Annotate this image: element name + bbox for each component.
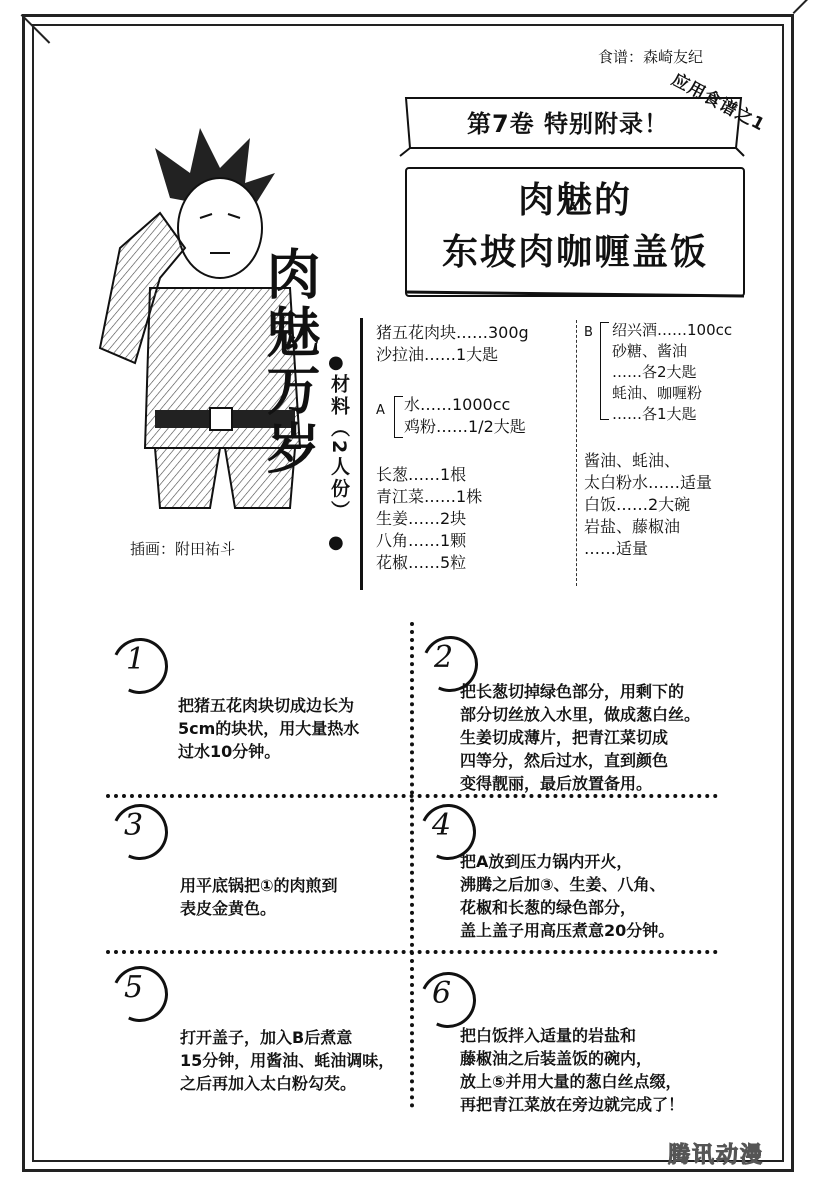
step-line: 把A放到压力锅内开火， [460,852,633,871]
step-text-3 [180,874,338,920]
step-line: 15分钟，用酱油、蚝油调味， [180,1051,395,1070]
frame-corner-tr [793,0,822,14]
step-text-5 [180,1026,394,1095]
step-line: 把白饭拌入适量的岩盐和 [460,1026,637,1045]
step-line: 部分切丝放入水里，做成葱白丝。 [460,705,701,724]
step-number-2: 2 [434,640,454,675]
bullet-dot-bottom: ● [328,532,344,553]
ingredient-item: 青江菜……1株 [376,487,483,506]
volume-banner: 第7卷 特别附录！ [466,110,670,138]
step-number-3: 3 [124,808,144,843]
ingredient-item: 八角……1颗 [376,531,467,550]
step-text-4 [460,850,674,942]
main-ingredients [376,322,529,366]
group-a-label: A [376,403,385,418]
step-line: 藤椒油之后装盖饭的碗内， [460,1049,653,1068]
bullet-dot-top: ● [328,352,344,373]
step-line: 放上⑤并用大量的葱白丝点缀， [460,1072,682,1091]
ingredient-item: ……各2大匙 [612,363,697,381]
step-number-6: 6 [432,976,452,1011]
extra-ingredients [584,450,712,560]
vegetable-ingredients [376,464,482,574]
group-b-label: B [584,325,593,340]
steps-vertical-divider [410,622,414,1108]
calligraphy-text: 肉魅万岁 [258,246,322,478]
watermark-logo: 腾讯动漫 [668,1143,765,1168]
step-line: 把长葱切掉绿色部分，用剩下的 [460,682,685,701]
ingredient-item: 酱油、蚝油、 [584,451,681,470]
materials-divider [360,318,363,590]
ingredient-item: 白饭……2大碗 [584,495,691,514]
step-line: 5cm的块状，用大量热水 [178,719,360,738]
step-line: 再把青江菜放在旁边就完成了！ [460,1095,685,1114]
step-line: 之后再加入太白粉勾芡。 [180,1074,357,1093]
title-line1: 肉魅的 [517,180,632,221]
recipe-credit: 食谱：森崎友纪 [598,48,704,66]
ingredient-item: 水……1000cc [404,395,511,414]
step-number-1: 1 [126,642,146,677]
series-stamp: 应用食谱之1 [668,69,769,136]
step-line: 用平底锅把①的肉煎到 [180,876,338,895]
steps-divider-2 [106,950,718,954]
step-line: 把猪五花肉块切成边长为 [178,696,355,715]
group-b-items [612,320,732,425]
step-line: 打开盖子，加入B后煮意 [180,1028,353,1047]
step-line: 花椒和长葱的绿色部分， [460,898,637,917]
step-text-1 [178,694,359,763]
step-number-4: 4 [432,808,452,843]
ingredient-item: 猪五花肉块……300g [376,323,529,342]
step-line: 四等分，然后过水，直到颜色 [460,751,669,770]
ingredient-item: ……各1大匙 [612,405,697,423]
ingredient-item: 鸡粉……1/2大匙 [404,417,526,436]
group-a-items [404,394,526,438]
title-line2: 东坡肉咖喱盖饭 [441,232,708,273]
ingredient-item: ……适量 [584,539,649,558]
step-text-2 [460,680,700,795]
step-text-6 [460,1024,684,1116]
ingredient-item: 砂糖、酱油 [612,342,688,360]
illustration-credit: 插画：附田祐斗 [130,540,236,558]
step-line: 沸腾之后加③、生姜、八角、 [460,875,666,894]
ingredient-item: 沙拉油……1大匙 [376,345,499,364]
materials-heading: 材料（2人份） [328,374,350,523]
ingredient-item: 长葱……1根 [376,465,467,484]
ingredient-item: 花椒……5粒 [376,553,467,572]
step-line: 表皮金黄色。 [180,899,277,918]
group-a-bracket [394,396,403,438]
ingredient-item: 蚝油、咖喱粉 [612,384,703,402]
step-line: 变得靓丽，最后放置备用。 [460,774,653,793]
step-line: 盖上盖子用高压煮意20分钟。 [460,921,675,940]
group-b-bracket [600,322,609,420]
ingredient-item: 绍兴酒……100cc [612,321,733,339]
step-line: 过水10分钟。 [178,742,281,761]
ingredient-item: 岩盐、藤椒油 [584,517,681,536]
ingredient-item: 太白粉水……适量 [584,473,713,492]
column-divider [576,320,577,586]
ingredient-item: 生姜……2块 [376,509,467,528]
step-line: 生姜切成薄片，把青江菜切成 [460,728,669,747]
step-number-5: 5 [124,970,144,1005]
